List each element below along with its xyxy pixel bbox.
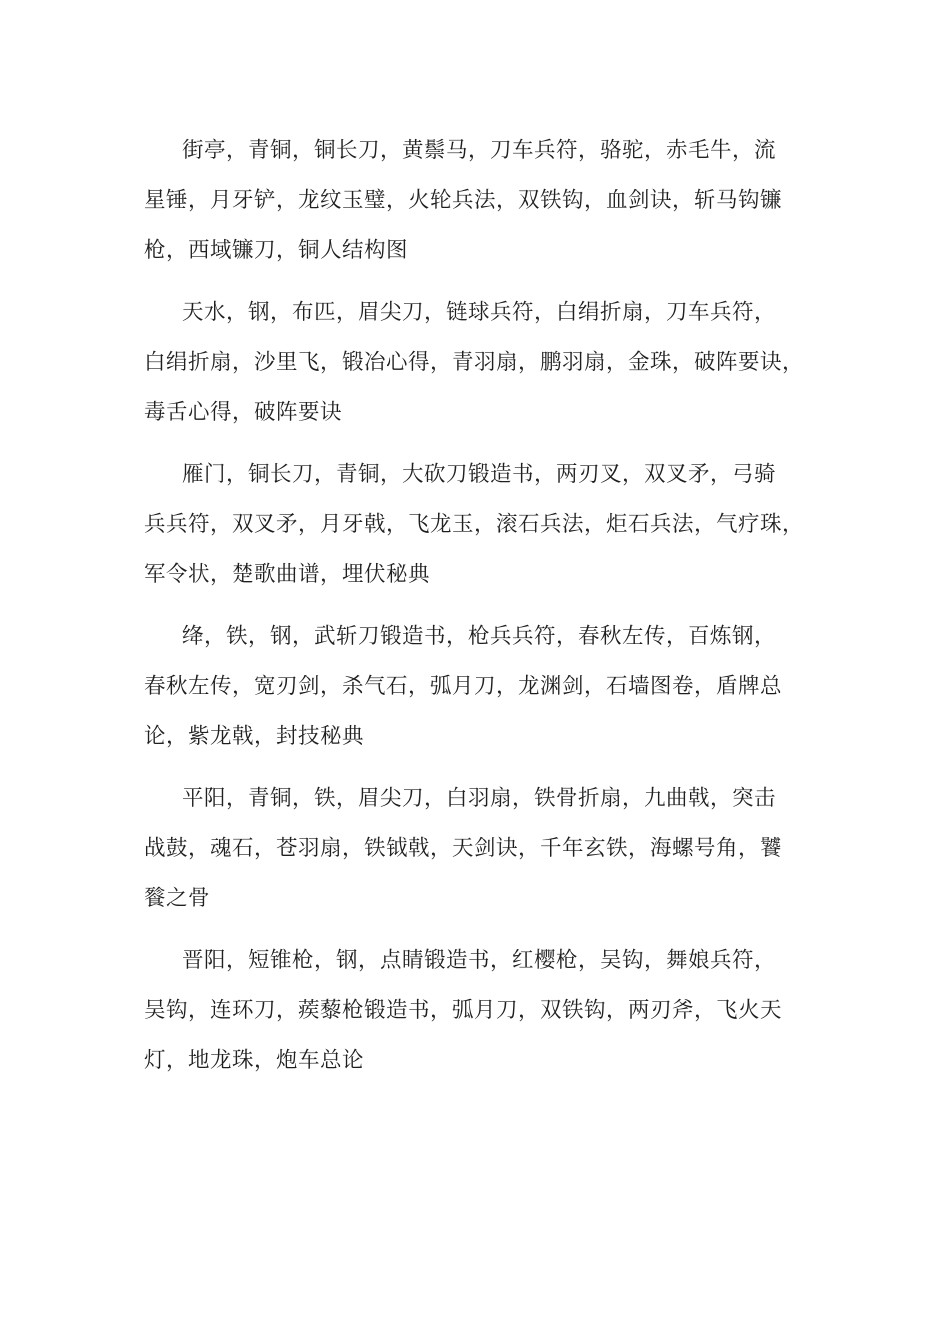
- paragraph-line: 军令状，楚歌曲谱，埋伏秘典: [144, 562, 431, 587]
- paragraph-line: 枪，西域镰刀，铜人结构图: [144, 238, 409, 263]
- paragraph-line: 白绢折扇，沙里飞，锻冶心得，青羽扇，鹏羽扇，金珠，破阵要诀，: [144, 350, 805, 375]
- paragraph-line: 灯，地龙珠，炮车总论: [144, 1048, 365, 1073]
- paragraph-line: 战鼓，魂石，苍羽扇，铁钺戟，天剑诀，千年玄铁，海螺号角，饕: [144, 836, 783, 861]
- paragraph-line: 春秋左传，宽刃剑，杀气石，弧月刀，龙渊剑，石墙图卷，盾牌总: [144, 674, 783, 699]
- paragraph-line: 毒舌心得，破阵要诀: [144, 400, 343, 425]
- paragraph-tianshui: [144, 288, 810, 438]
- paragraph-line: 街亭，青铜，铜长刀，黄鬃马，刀车兵符，骆驼，赤毛牛，流: [182, 138, 777, 163]
- paragraph-yanmen: [144, 450, 810, 600]
- paragraph-line: 吴钩，连环刀，蒺藜枪锻造书，弧月刀，双铁钩，两刃斧，飞火天: [144, 998, 783, 1023]
- paragraph-line: 星锤，月牙铲，龙纹玉璧，火轮兵法，双铁钩，血剑诀，斩马钩镰: [144, 188, 783, 213]
- paragraph-line: 兵兵符，双叉矛，月牙戟，飞龙玉，滚石兵法，炬石兵法，气疗珠，: [144, 512, 805, 537]
- paragraph-pingyang: [144, 774, 810, 924]
- paragraph-line: 雁门，铜长刀，青铜，大砍刀锻造书，两刃叉，双叉矛，弓骑: [182, 462, 777, 487]
- paragraph-line: 天水，钢，布匹，眉尖刀，链球兵符，白绢折扇，刀车兵符，: [182, 300, 777, 325]
- paragraph-jieting: [144, 126, 810, 276]
- document-body: [144, 126, 810, 1098]
- paragraph-jiang: [144, 612, 810, 762]
- paragraph-line: 平阳，青铜，铁，眉尖刀，白羽扇，铁骨折扇，九曲戟，突击: [182, 786, 777, 811]
- paragraph-jinyang: [144, 936, 810, 1086]
- paragraph-line: 餮之骨: [144, 886, 211, 911]
- paragraph-line: 论，紫龙戟，封技秘典: [144, 724, 365, 749]
- paragraph-line: 晋阳，短锥枪，钢，点睛锻造书，红樱枪，吴钩，舞娘兵符，: [182, 948, 777, 973]
- paragraph-line: 绛，铁，钢，武斩刀锻造书，枪兵兵符，春秋左传，百炼钢，: [182, 624, 777, 649]
